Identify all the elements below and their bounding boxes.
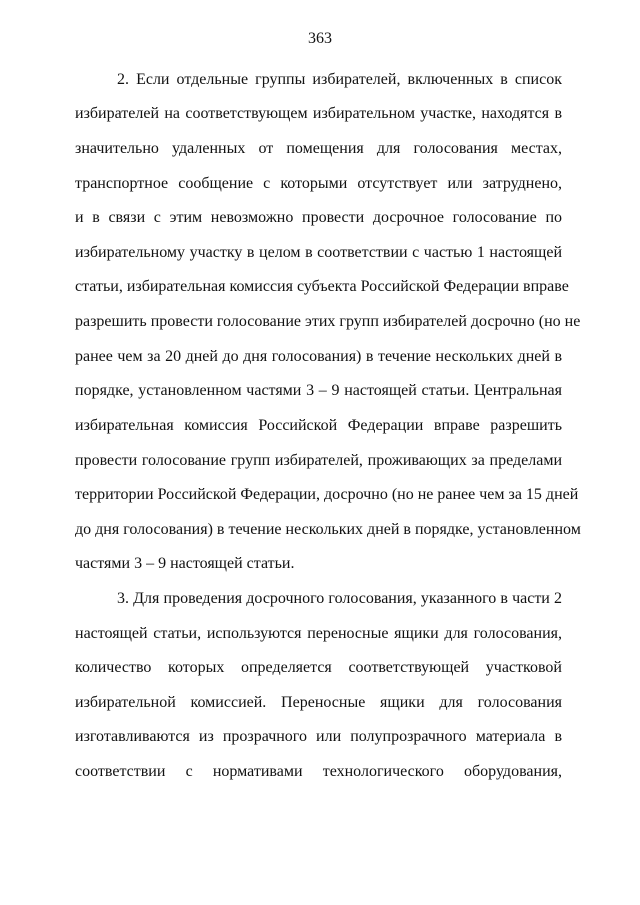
paragraph-3-line-1: 3. Для проведения досрочного голосования, указанного в части 2 <box>117 590 562 607</box>
paragraph-2-line-2: избирателей на соответствующем избирательном участке, находятся в <box>75 105 562 122</box>
paragraph-2-line-8: разрешить провести голосование этих групп избирателей досрочно (но не <box>75 313 581 330</box>
paragraph-2-line-3: значительно удаленных от помещения для голосования местах, <box>75 140 562 157</box>
paragraph-2-line-10: порядке, установленном частями 3 – 9 настоящей статьи. Центральная <box>75 382 562 399</box>
paragraph-2-line-6: избирательному участку в целом в соответствии с частью 1 настоящей <box>75 244 562 261</box>
paragraph-2-line-1: 2. Если отдельные группы избирателей, включенных в список <box>117 71 562 88</box>
paragraph-3-line-3: количество которых определяется соответствующей участковой <box>75 659 562 676</box>
paragraph-2-line-12: провести голосование групп избирателей, проживающих за пределами <box>75 452 562 469</box>
page-number: 363 <box>308 30 332 47</box>
paragraph-2-line-7: статьи, избирательная комиссия субъекта Российской Федерации вправе <box>75 278 569 295</box>
paragraph-2-line-14: до дня голосования) в течение нескольких дней в порядке, установленном <box>75 521 581 538</box>
paragraph-3-line-4: избирательной комиссией. Переносные ящики для голосования <box>75 694 562 711</box>
paragraph-2-line-11: избирательная комиссия Российской Федерации вправе разрешить <box>75 417 562 434</box>
paragraph-2-line-4: транспортное сообщение с которыми отсутствует или затруднено, <box>75 175 562 192</box>
paragraph-2-line-9: ранее чем за 20 дней до дня голосования) в течение нескольких дней в <box>75 348 562 365</box>
paragraph-3-line-5: изготавливаются из прозрачного или полупрозрачного материала в <box>75 728 562 745</box>
paragraph-2-line-5: и в связи с этим невозможно провести досрочное голосование по <box>75 209 562 226</box>
paragraph-3-line-2: настоящей статьи, используются переносные ящики для голосования, <box>75 625 562 642</box>
paragraph-2-line-13: территории Российской Федерации, досрочно (но не ранее чем за 15 дней <box>75 486 579 503</box>
paragraph-3-line-6: соответствии с нормативами технологического оборудования, <box>75 763 562 780</box>
paragraph-2-line-15: частями 3 – 9 настоящей статьи. <box>75 555 295 572</box>
